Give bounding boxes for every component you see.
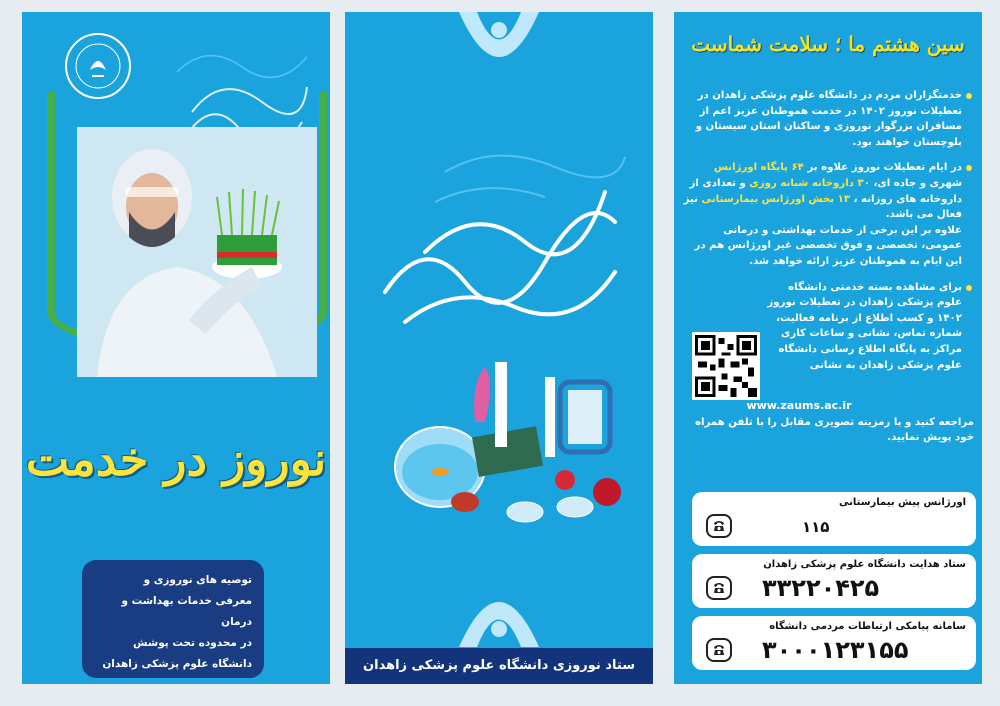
- contact-label: سامانه پیامکی ارتباطات مردمی دانشگاه: [769, 621, 966, 632]
- left-panel: [22, 12, 330, 684]
- phone-icon[interactable]: [706, 576, 732, 600]
- paragraph-2-continued: علاوه بر این برخی از خدمات بهداشتی و درمانی عمومی، تخصصی و فوق تخصصی غیر اورژانس هم در این ایام به هموطنان عزیز ارائه خواهد شد.: [694, 224, 962, 267]
- contact-card-emergency: [692, 492, 976, 546]
- footer-staff-bar: ستاد نوروزی دانشگاه علوم پزشکی زاهدان: [345, 648, 653, 684]
- paragraph-2-text: نیز فعال می باشد.: [683, 193, 962, 221]
- description-line: توصیه های نوروزی و: [143, 574, 252, 586]
- contact-label: اورژانس پیش بیمارستانی: [838, 497, 966, 508]
- paragraph-3: [764, 280, 972, 374]
- middle-panel: [345, 12, 653, 684]
- description-line: دانشگاه علوم پزشکی زاهدان: [102, 658, 252, 670]
- description-box: [82, 560, 264, 678]
- paragraph-2-text: در ایام تعطیلات نوروز علاوه بر: [803, 162, 962, 174]
- nurse-holding-sabzeh-image: [77, 127, 317, 377]
- title-nowruz-dar-khedmat: نوروز در خدمت: [25, 432, 327, 486]
- contact-card-sms-system: [692, 616, 976, 670]
- slogan-title: سین هشتم ما ؛ سلامت شماست: [691, 32, 965, 56]
- phone-icon[interactable]: [706, 514, 732, 538]
- ornament-bottom: [449, 577, 549, 647]
- haft-sin-table-image: [375, 362, 625, 542]
- calligraphy-main: [365, 132, 635, 352]
- contact-number[interactable]: ۳۳۲۲۰۴۲۵: [762, 574, 880, 602]
- contact-number[interactable]: ۳۰۰۰۱۲۳۱۵۵: [762, 636, 909, 664]
- paragraph-1: [682, 88, 972, 150]
- paragraph-2: [682, 160, 972, 269]
- paragraph-2-text: شهری و جاده ای،: [869, 177, 962, 189]
- right-panel: [674, 12, 982, 684]
- contact-number[interactable]: ۱۱۵: [802, 518, 830, 536]
- contact-card-command-center: [692, 554, 976, 608]
- bullet-icon: [966, 165, 972, 171]
- qr-hint-text: مراجعه کنید و یا رمزینه تصویری مقابل را با تلفن همراه خود پویش نمایید.: [694, 417, 974, 443]
- paragraph-2-text: و تعدادی از داروخانه های روزانه ،: [689, 177, 962, 205]
- description-line: در محدوده تحت پوشش: [133, 637, 252, 649]
- contact-label: ستاد هدایت دانشگاه علوم پزشکی زاهدان: [763, 559, 966, 570]
- highlight-hospital-emergency: ۱۳ بخش اورژانس بیمارستانی: [701, 193, 851, 205]
- paragraph-3-text: برای مشاهده بسته خدمتی دانشگاه علوم پزشکی زاهدان در تعطیلات نوروز ۱۴۰۲ و کسب اطلاع از برنامه فعالیت، شماره تماس، نشانی و ساعات کاری مراکز به پایگاه اطلاع رسانی دانشگاه علوم پزشکی زاهدان به نشانی: [767, 281, 962, 371]
- highlight-emergency-bases: ۶۴ پایگاه اورژانس: [713, 162, 804, 174]
- ornament-top: [449, 12, 549, 82]
- paragraph-1-text: خدمتگزاران مردم در دانشگاه علوم پزشکی زاهدان در تعطیلات نوروز ۱۴۰۲ در خدمت هموطنان عزیز اعم از مسافران بزرگوار نوروزی و ساکنان استان سیستان و بلوچستان خواهند بود.: [695, 90, 962, 148]
- bullet-icon: [966, 285, 972, 291]
- highlight-pharmacies: ۳۰ داروخانه شبانه روزی: [749, 177, 870, 189]
- bullet-icon: [966, 93, 972, 99]
- website-link[interactable]: www.zaums.ac.ir: [746, 399, 852, 412]
- description-line: معرفی خدمات بهداشت و درمان: [121, 595, 252, 628]
- phone-icon[interactable]: [706, 638, 732, 662]
- qr-code-image[interactable]: [692, 332, 760, 400]
